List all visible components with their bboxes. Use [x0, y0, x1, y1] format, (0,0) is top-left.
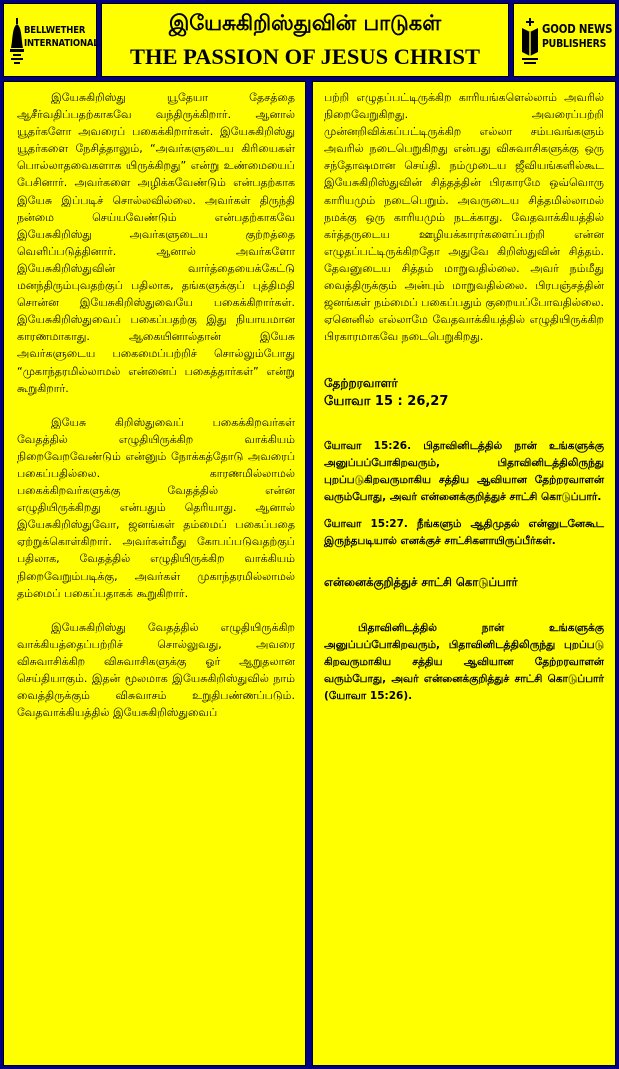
- closing-paragraph: பிதாவினிடத்தில் நான் உங்களுக்கு அனுப்பப்போகிறவரும், பிதாவினிடத்திலிருந்து புறப்படு கிறவருமாகிய சத்திய ஆவியான தேற்றரவாளன் வரும்போது, அவர் என்னைக்குறித்துச் சாட்சி கொடுப்பார் (யோவா 15:26).: [324, 622, 604, 703]
- bellwether-logo-line2: INTERNATIONAL: [24, 38, 99, 49]
- right-paragraph-continuation: பற்றி எழுதப்பட்டிருக்கிற காரியங்களெல்லாம் அவரில் நிறைவேறுகிறது. அவரைப்பற்றி முன்னறிவிக்கப்பட்டிருக்கிற எல்லா சம்பவங்களும் அவரில் நடைபெறுகிறது என்பது விசுவாசிகளுக்கு ஒரு சந்தோஷமான செய்தி. நம்முடைய ஜீவியங்களில்கூட இயேசுகிறிஸ்துவின் சித்தத்தின் பிரகாரமே ஒவ்வொரு காரியமும் நடைபெறும். அவருடைய சித்தமில்லாமல் நமக்கு ஒரு காரியமும் நடக்காது. வேதவாக்கியத்தில் கர்த்தருடைய ஊழியக்காரர்களைப்பற்றி என்ன எழுதப்பட்டிருக்கிறதோ அதுவே கிறிஸ்துவின் சித்தம். தேவனுடைய சித்தம் மாறுவதில்லை. அவர் நம்மீது வைத்திருக்கும் அன்பும் மாறுவதில்லை. பிரபஞ்சத்தின் ஜனங்கள் நம்மைப் பகைப்பதும் குறையப்போவதில்லை. ஏனெனில் எல்லாமே வேதவாக்கியத்தில் எழுதியிருக்கிற பிரகாரமாகவே நடைபெறுகிறது.: [324, 91, 604, 344]
- left-paragraph-1: இயேசுகிறிஸ்து யூதேயா தேசத்தை ஆசீர்வதிப்பதற்காகவே வந்திருக்கிறார். ஆனால் யூதர்களோ அவரைப் பகைக்கிறார்கள். இயேசுகிறிஸ்து யூதர்களை நேசித்தாலும், “அவர்களுடைய கிரியைகள் பொல்லாதவைகளாக யிருக்கிறது” என்று உண்மையைப் பேசினார். அவர்களை அழிக்கவேண்டும் என்பதற்காக இயேசு இப்படிச் சொல்லவில்லை. அவர்கள் திருந்தி நன்மை செய்யவேண்டும் என்பதற்காகவே இயேசுகிறிஸ்து அவர்களுடைய குற்றத்தை வெளிப்படுத்தினார். ஆனால் அவர்களோ இயேசுகிறிஸ்துவின் வார்த்தையைக்கேட்டு மனந்திரும்புவதற்குப் பதிலாக, தங்களுக்குப் புத்திமதி சொன்ன இயேசுகிறிஸ்துவையே பகைக்கிறார்கள். இயேசுகிறிஸ்துவைப் பகைப்பதற்கு இது நியாயமான காரணமாகாது. ஆகையினால்தான் இயேசு அவர்களுடைய பகைமைப்பற்றிச் சொல்லும்போது “முகாந்தரமில்லாமல் என்னைப் பகைத்தார்கள்” என்று கூறுகிறார்.: [17, 91, 295, 395]
- good-news-logo-line1: GOOD NEWS: [542, 22, 613, 36]
- good-news-logo-text: [542, 22, 612, 51]
- bellwether-logo: [3, 3, 97, 77]
- section-title: தேற்றரவாளர்: [324, 376, 398, 391]
- bellwether-bell-icon: [10, 18, 24, 66]
- left-paragraph-2: இயேசு கிறிஸ்துவைப் பகைக்கிறவர்கள் வேதத்தில் எழுதியிருக்கிற வாக்கியம் நிறைவேறவேண்டும் என்னும் நோக்கத்தோடு அவரைப் பகைப்பதில்லை. காரணமில்லாமல் பகைக்கிறவர்களுக்கு வேதத்தில் என்ன எழுதியிருக்கிறது என்பதும் தெரியாது. ஆனால் இயேசுகிறிஸ்துவோ, ஜனங்கள் தம்மைப் பகைப்பதை ஏற்றுக்கொள்கிறார். அவர்கள்மீது கோபப்படுவதற்குப் பதிலாக, வேதத்தில் எழுதியிருக்கிற வாக்கியம் நிறைவேறும்படிக்கு, அவர்கள் முகாந்தரமில்லாமல் தம்மைப் பகைப்பதாகக் கூறுகிறார்.: [17, 415, 295, 600]
- left-paragraph-3: இயேசுகிறிஸ்து வேதத்தில் எழுதியிருக்கிற வாக்கியத்தைப்பற்றிச் சொல்லுவது, அவரை விசுவாசிக்கிற விசுவாசிகளுக்கு ஓர் ஆறுதலான செய்தியாகும். இதன் மூலமாக இயேசுகிறிஸ்துவில் நாம் வைத்திருக்கும் விசுவாசம் உறுதிபண்ணப்படும். வேதவாக்கியத்தில் இயேசுகிறிஸ்துவைப்: [17, 620, 295, 720]
- left-column: [3, 81, 306, 1066]
- subheading: என்னைக்குறித்துச் சாட்சி கொடுப்பார்: [324, 575, 518, 590]
- good-news-logo-line2: PUBLISHERS: [542, 37, 607, 50]
- bellwether-logo-line1: BELLWETHER: [24, 25, 86, 36]
- section-reference: யோவா 15 : 26,27: [324, 394, 449, 410]
- page-title-english: THE PASSION OF JESUS CHRIST: [129, 44, 481, 69]
- book-icon: [520, 18, 540, 66]
- page-title-tamil: இயேசுகிறிஸ்துவின் பாடுகள்: [168, 10, 442, 35]
- verse-15-26: யோவா 15:26. பிதாவினிடத்தில் நான் உங்களுக்கு அனுப்பப்போகிறவரும், பிதாவினிடத்திலிருந்து புறப்படுகிறவருமாகிய சத்திய ஆவியான தேற்றரவாளன் வரும்போது, அவர் என்னைக்குறித்துச் சாட்சி கொடுப்பார்.: [324, 440, 604, 504]
- bellwether-logo-text: [24, 24, 99, 50]
- right-column: [312, 81, 616, 1066]
- good-news-logo: [513, 3, 616, 77]
- verse-15-27: யோவா 15:27. நீங்களும் ஆதிமுதல் என்னுடனேகூட இருந்தபடியால் எனக்குச் சாட்சிகளாயிருப்பீர்கள்.: [324, 518, 604, 548]
- title-banner: [101, 3, 509, 77]
